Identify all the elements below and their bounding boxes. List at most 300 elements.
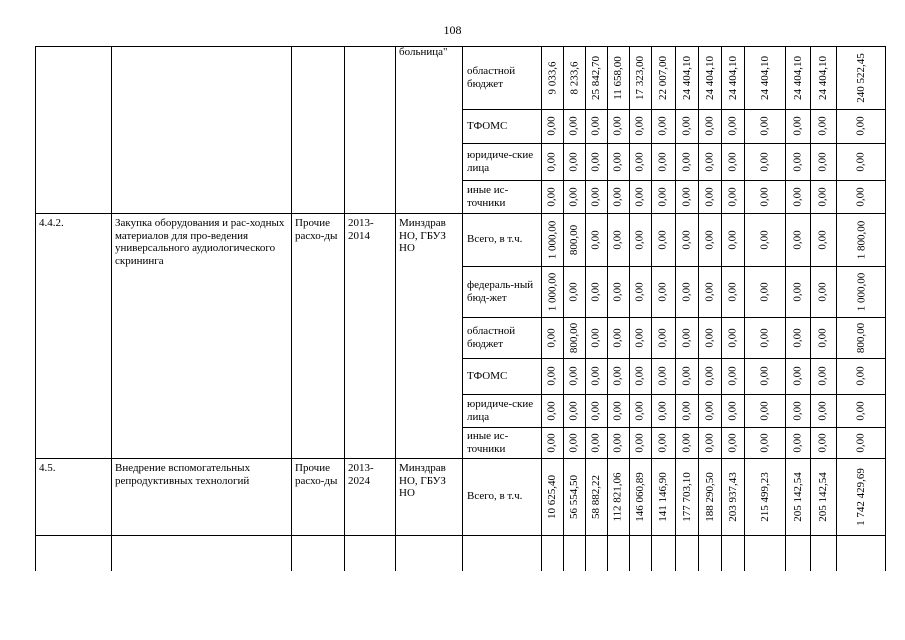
value-text: 0,00: [634, 400, 646, 421]
value-text: 0,00: [612, 229, 624, 250]
value-text: 112 821,06: [612, 471, 624, 522]
value-cell: [585, 358, 607, 394]
value-cell: [836, 394, 886, 427]
value-cell: [651, 109, 675, 143]
value-cell: [585, 143, 607, 180]
value-text: 0,00: [680, 327, 693, 348]
value-text: 205 142,54: [817, 471, 829, 522]
value-text: 0,00: [590, 432, 602, 453]
row-border: [35, 535, 886, 536]
value-cell: [563, 266, 585, 317]
value-cell: [721, 458, 744, 535]
value-text: 0,00: [634, 327, 646, 348]
value-cell: [607, 143, 629, 180]
value-cell: [810, 46, 836, 109]
value-text: 1 800,00: [855, 220, 867, 259]
value-cell: [698, 109, 721, 143]
value-cell: [541, 143, 563, 180]
value-text: 0,00: [703, 400, 716, 421]
cell-expense-type: [295, 46, 341, 209]
value-cell: [698, 394, 721, 427]
value-text: 0,00: [855, 151, 867, 172]
value-cell: [607, 394, 629, 427]
value-cell: [651, 394, 675, 427]
value-text: 141 146,90: [657, 471, 669, 522]
value-cell: [675, 394, 698, 427]
value-text: 205 142,54: [791, 471, 804, 522]
value-text: 0,00: [590, 151, 602, 172]
value-text: 0,00: [791, 229, 804, 250]
cell-executor: Минздрав НО, ГБУЗ НО: [399, 217, 446, 254]
value-cell: [785, 458, 810, 535]
value-cell: [785, 180, 810, 213]
cell-executor: больница": [399, 46, 448, 58]
value-text: 0,00: [657, 186, 669, 207]
value-cell: [721, 317, 744, 358]
value-cell: [836, 266, 886, 317]
value-cell: [698, 358, 721, 394]
value-text: 1 000,00: [546, 220, 558, 259]
value-text: 22 007,00: [657, 55, 669, 100]
value-text: 24 404,10: [703, 55, 716, 100]
cell-executor: Минздрав НО, ГБУЗ НО: [399, 462, 446, 499]
value-cell: [675, 109, 698, 143]
value-text: 0,00: [680, 229, 693, 250]
value-cell: [810, 317, 836, 358]
value-text: 0,00: [817, 229, 829, 250]
value-text: 0,00: [758, 366, 771, 386]
value-text: 0,00: [703, 151, 716, 172]
value-text: 0,00: [817, 366, 829, 386]
value-cell: [785, 427, 810, 458]
value-cell: [585, 109, 607, 143]
value-cell: [744, 358, 785, 394]
value-text: 0,00: [612, 116, 624, 136]
value-cell: [563, 213, 585, 266]
value-text: 0,00: [612, 186, 624, 207]
value-text: 0,00: [726, 327, 739, 348]
column-border: [35, 46, 36, 571]
value-text: 0,00: [612, 400, 624, 421]
column-border: [111, 46, 112, 571]
cell-years: 2013-2024: [348, 462, 374, 487]
value-cell: [810, 394, 836, 427]
value-cell: [836, 46, 886, 109]
value-text: 0,00: [590, 400, 602, 421]
value-text: 0,00: [546, 327, 558, 348]
value-text: 0,00: [657, 281, 669, 302]
value-cell: [563, 46, 585, 109]
value-cell: [585, 427, 607, 458]
value-text: 215 499,23: [758, 471, 771, 522]
value-cell: [836, 213, 886, 266]
value-text: 0,00: [726, 229, 739, 250]
value-cell: [585, 266, 607, 317]
value-cell: [563, 394, 585, 427]
value-cell: [698, 143, 721, 180]
value-cell: [721, 180, 744, 213]
value-text: 0,00: [568, 366, 580, 386]
value-text: 0,00: [758, 229, 771, 250]
value-text: 0,00: [726, 432, 739, 453]
value-cell: [744, 46, 785, 109]
value-cell: [607, 266, 629, 317]
value-text: 0,00: [726, 281, 739, 302]
value-text: 0,00: [855, 116, 867, 136]
page-number: 108: [443, 23, 462, 37]
value-cell: [585, 213, 607, 266]
column-border: [395, 46, 396, 571]
value-text: 0,00: [634, 281, 646, 302]
value-text: 0,00: [568, 400, 580, 421]
value-text: 0,00: [634, 229, 646, 250]
value-text: 0,00: [791, 327, 804, 348]
value-text: 0,00: [634, 116, 646, 136]
funding-source-label: ТФОМС: [467, 119, 508, 132]
value-text: 0,00: [612, 366, 624, 386]
value-text: 0,00: [791, 186, 804, 207]
value-cell: [721, 427, 744, 458]
value-cell: [563, 317, 585, 358]
value-cell: [721, 213, 744, 266]
value-cell: [629, 46, 651, 109]
value-text: 1 000,00: [855, 272, 867, 311]
value-text: 188 290,50: [703, 471, 716, 522]
value-cell: [607, 109, 629, 143]
value-text: 0,00: [726, 186, 739, 207]
cell-expense-type: Прочие расхо-ды: [295, 217, 338, 242]
value-cell: [629, 458, 651, 535]
value-cell: [785, 46, 810, 109]
value-cell: [651, 46, 675, 109]
value-cell: [675, 458, 698, 535]
value-cell: [810, 180, 836, 213]
value-text: 800,00: [855, 322, 867, 353]
value-text: 0,00: [680, 151, 693, 172]
value-text: 0,00: [817, 116, 829, 136]
value-cell: [607, 458, 629, 535]
value-text: 0,00: [680, 116, 693, 136]
value-text: 0,00: [855, 366, 867, 386]
value-text: 0,00: [817, 186, 829, 207]
cell-years: [348, 46, 392, 209]
value-cell: [810, 213, 836, 266]
value-text: 0,00: [817, 151, 829, 172]
value-text: 11 658,00: [612, 55, 624, 100]
value-text: 24 404,10: [726, 55, 739, 100]
value-text: 0,00: [703, 116, 716, 136]
value-text: 0,00: [817, 432, 829, 453]
value-text: 0,00: [546, 186, 558, 207]
cell-code: 4.4.2.: [39, 217, 64, 229]
value-text: 25 842,70: [590, 55, 602, 100]
value-text: 0,00: [680, 281, 693, 302]
cell-code: [39, 46, 108, 209]
value-cell: [785, 266, 810, 317]
value-cell: [651, 143, 675, 180]
column-border: [291, 46, 292, 571]
value-cell: [541, 427, 563, 458]
value-cell: [607, 213, 629, 266]
value-text: 0,00: [703, 186, 716, 207]
value-text: 1 742 429,69: [855, 467, 867, 526]
value-cell: [836, 109, 886, 143]
value-text: 0,00: [568, 151, 580, 172]
value-cell: [721, 266, 744, 317]
value-cell: [585, 46, 607, 109]
value-cell: [698, 46, 721, 109]
value-cell: [836, 358, 886, 394]
value-cell: [675, 46, 698, 109]
value-text: 0,00: [634, 432, 646, 453]
value-text: 10 625,40: [546, 474, 558, 519]
value-cell: [785, 358, 810, 394]
value-text: 0,00: [791, 366, 804, 386]
value-text: 0,00: [791, 281, 804, 302]
funding-source-label: ТФОМС: [467, 369, 508, 382]
value-text: 0,00: [758, 327, 771, 348]
value-text: 0,00: [612, 281, 624, 302]
value-text: 17 323,00: [634, 55, 646, 100]
value-cell: [675, 180, 698, 213]
value-cell: [721, 46, 744, 109]
value-cell: [744, 213, 785, 266]
value-cell: [585, 317, 607, 358]
column-border: [344, 46, 345, 571]
value-text: 0,00: [855, 432, 867, 453]
value-cell: [698, 213, 721, 266]
value-cell: [744, 394, 785, 427]
value-cell: [651, 358, 675, 394]
value-cell: [541, 358, 563, 394]
value-cell: [810, 358, 836, 394]
value-text: 0,00: [568, 281, 580, 302]
value-text: 0,00: [612, 327, 624, 348]
value-cell: [541, 266, 563, 317]
value-cell: [836, 180, 886, 213]
value-text: 146 060,89: [634, 471, 646, 522]
value-text: 0,00: [657, 400, 669, 421]
value-cell: [563, 358, 585, 394]
value-cell: [675, 317, 698, 358]
value-cell: [563, 180, 585, 213]
value-cell: [675, 213, 698, 266]
value-text: 800,00: [568, 224, 580, 255]
value-text: 0,00: [726, 151, 739, 172]
value-cell: [744, 427, 785, 458]
value-text: 0,00: [568, 432, 580, 453]
value-text: 240 522,45: [855, 52, 867, 103]
value-text: 9 033,6: [546, 61, 558, 94]
value-cell: [836, 458, 886, 535]
value-text: 0,00: [791, 432, 804, 453]
value-cell: [541, 109, 563, 143]
value-text: 0,00: [634, 151, 646, 172]
value-text: 8 233,6: [568, 61, 580, 94]
value-text: 0,00: [657, 366, 669, 386]
value-text: 0,00: [791, 116, 804, 136]
value-cell: [585, 394, 607, 427]
value-text: 0,00: [758, 116, 771, 136]
value-cell: [541, 458, 563, 535]
value-cell: [810, 427, 836, 458]
value-cell: [675, 266, 698, 317]
value-cell: [698, 266, 721, 317]
value-cell: [651, 458, 675, 535]
value-cell: [810, 109, 836, 143]
value-text: 0,00: [758, 151, 771, 172]
value-text: 0,00: [546, 432, 558, 453]
value-text: 0,00: [657, 327, 669, 348]
value-cell: [629, 213, 651, 266]
value-cell: [721, 358, 744, 394]
value-cell: [744, 266, 785, 317]
value-cell: [651, 213, 675, 266]
value-text: 0,00: [758, 186, 771, 207]
value-text: 0,00: [590, 186, 602, 207]
value-text: 0,00: [726, 400, 739, 421]
value-cell: [785, 213, 810, 266]
column-border: [462, 46, 463, 571]
funding-source-label: областной бюджет: [467, 65, 516, 90]
value-cell: [629, 266, 651, 317]
value-text: 0,00: [680, 432, 693, 453]
value-text: 56 554,50: [568, 474, 580, 519]
value-cell: [541, 46, 563, 109]
value-text: 0,00: [546, 116, 558, 136]
value-text: 0,00: [590, 281, 602, 302]
value-text: 0,00: [590, 229, 602, 250]
value-cell: [836, 427, 886, 458]
funding-source-label: федераль-ный бюд-жет: [467, 279, 534, 304]
value-text: 0,00: [855, 400, 867, 421]
value-text: 24 404,10: [791, 55, 804, 100]
value-cell: [721, 394, 744, 427]
value-text: 0,00: [634, 366, 646, 386]
value-text: 24 404,10: [817, 55, 829, 100]
value-cell: [698, 458, 721, 535]
value-text: 0,00: [703, 432, 716, 453]
value-cell: [721, 109, 744, 143]
value-cell: [607, 317, 629, 358]
funding-source-label: юридиче-ские лица: [467, 149, 534, 174]
value-cell: [651, 317, 675, 358]
value-text: 0,00: [758, 432, 771, 453]
value-cell: [607, 46, 629, 109]
value-text: 0,00: [634, 186, 646, 207]
value-cell: [651, 180, 675, 213]
value-cell: [585, 180, 607, 213]
value-text: 24 404,10: [758, 55, 771, 100]
value-text: 0,00: [680, 400, 693, 421]
value-text: 0,00: [791, 400, 804, 421]
value-cell: [744, 458, 785, 535]
funding-source-label: иные ис-точники: [467, 184, 509, 209]
value-cell: [607, 180, 629, 213]
value-text: 0,00: [703, 327, 716, 348]
value-text: 0,00: [657, 116, 669, 136]
budget-table: [35, 46, 886, 571]
value-text: 0,00: [546, 366, 558, 386]
value-cell: [563, 143, 585, 180]
value-cell: [563, 109, 585, 143]
value-text: 58 882,22: [590, 474, 602, 519]
value-cell: [744, 317, 785, 358]
value-cell: [810, 458, 836, 535]
value-cell: [607, 427, 629, 458]
value-cell: [651, 427, 675, 458]
value-text: 177 703,10: [680, 471, 693, 522]
funding-source-label: областной бюджет: [467, 325, 516, 350]
cell-years: 2013-2014: [348, 217, 374, 242]
value-cell: [563, 458, 585, 535]
value-text: 0,00: [680, 366, 693, 386]
value-cell: [585, 458, 607, 535]
value-text: 0,00: [703, 366, 716, 386]
value-cell: [698, 317, 721, 358]
value-text: 0,00: [680, 186, 693, 207]
funding-source-label: юридиче-ские лица: [467, 398, 534, 423]
value-text: 0,00: [657, 432, 669, 453]
value-cell: [698, 427, 721, 458]
value-text: 0,00: [703, 229, 716, 250]
funding-source-label: иные ис-точники: [467, 430, 509, 455]
value-text: 0,00: [855, 186, 867, 207]
value-text: 0,00: [817, 327, 829, 348]
value-cell: [675, 143, 698, 180]
cell-code: 4.5.: [39, 462, 56, 474]
value-text: 0,00: [546, 151, 558, 172]
value-text: 0,00: [612, 151, 624, 172]
value-cell: [836, 143, 886, 180]
value-text: 800,00: [568, 322, 580, 353]
value-text: 203 937,43: [726, 471, 739, 522]
cell-name: Внедрение вспомогательных репродуктивных технологий: [115, 462, 251, 487]
value-cell: [629, 180, 651, 213]
value-cell: [629, 394, 651, 427]
cell-name: [115, 46, 288, 209]
cell-expense-type: Прочие расхо-ды: [295, 462, 338, 487]
value-cell: [785, 109, 810, 143]
value-cell: [836, 317, 886, 358]
value-cell: [675, 427, 698, 458]
value-text: 0,00: [590, 327, 602, 348]
value-text: 0,00: [568, 116, 580, 136]
value-cell: [629, 358, 651, 394]
value-text: 0,00: [590, 366, 602, 386]
value-text: 0,00: [657, 151, 669, 172]
value-cell: [785, 317, 810, 358]
value-text: 0,00: [657, 229, 669, 250]
value-cell: [651, 266, 675, 317]
value-text: 24 404,10: [680, 55, 693, 100]
value-cell: [607, 358, 629, 394]
value-cell: [541, 317, 563, 358]
value-cell: [541, 394, 563, 427]
value-text: 0,00: [758, 400, 771, 421]
value-cell: [785, 394, 810, 427]
funding-source-label: Всего, в т.ч.: [467, 490, 523, 503]
value-cell: [810, 143, 836, 180]
value-cell: [721, 143, 744, 180]
value-text: 0,00: [726, 366, 739, 386]
value-cell: [744, 180, 785, 213]
value-cell: [785, 143, 810, 180]
value-cell: [629, 427, 651, 458]
value-cell: [629, 317, 651, 358]
value-cell: [744, 109, 785, 143]
cell-name: Закупка оборудования и рас-ходных материалов для про-ведения универсального аудиологического скрининга: [115, 217, 285, 267]
